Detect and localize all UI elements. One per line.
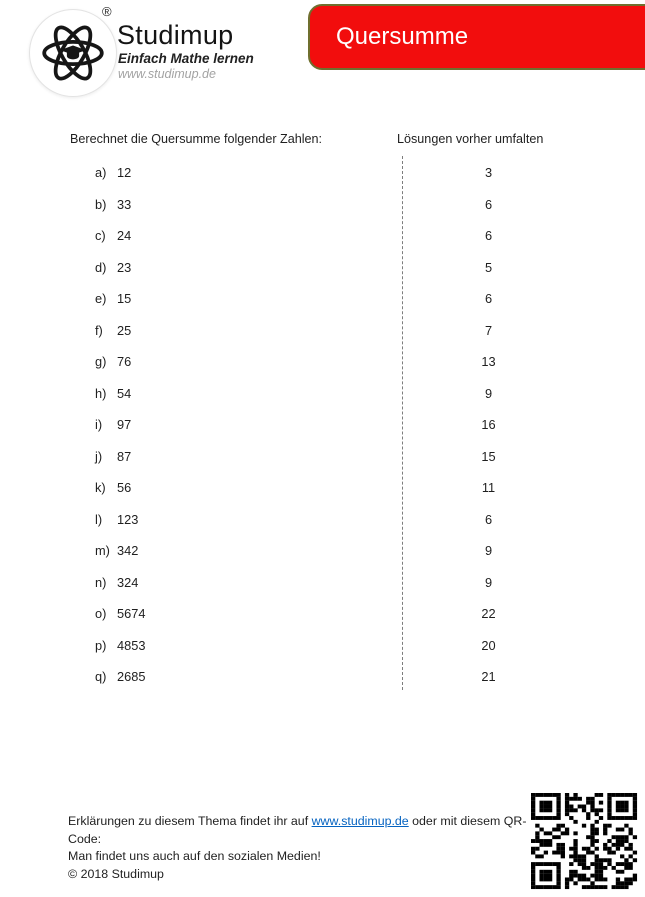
problem-number: 5674: [117, 606, 146, 621]
problem-number: 342: [117, 543, 139, 558]
answer-value: 9: [484, 574, 493, 590]
footer-line-3: © 2018 Studimup: [68, 866, 164, 881]
problem-number: 87: [117, 448, 132, 464]
problem-row: [0, 165, 645, 197]
problem-label: i): [95, 417, 103, 432]
problem-number: 54: [117, 385, 132, 401]
problem-label: l): [95, 511, 103, 527]
problem-number: 23: [117, 259, 132, 275]
problem-label: e): [95, 291, 107, 306]
problem-number: 2685: [117, 669, 146, 684]
problem-label: j): [95, 448, 103, 464]
answer-value: 6: [484, 196, 493, 212]
answer-value: 20: [481, 637, 496, 653]
problem-label: k): [95, 480, 106, 495]
problem-number: 4853: [117, 637, 146, 653]
problem-row: [0, 575, 645, 607]
footer-line-1: [68, 813, 533, 848]
footer-line-2: Man findet uns auch auf den sozialen Medien!: [68, 849, 321, 864]
answer-value: 6: [484, 291, 493, 306]
answer-value: 22: [481, 606, 496, 621]
brand-website: www.studimup.de: [118, 67, 216, 81]
problem-row: [0, 323, 645, 355]
studimup-logo: [29, 9, 117, 97]
problem-label: n): [95, 574, 107, 590]
problem-label: g): [95, 354, 107, 369]
problem-row: [0, 197, 645, 229]
problem-number: 24: [117, 228, 132, 243]
registered-trademark: ®: [102, 4, 112, 19]
title-banner: [308, 4, 645, 70]
answer-value: 5: [484, 259, 493, 275]
footer-text-suffix: oder mit diesem QR-Code:: [68, 814, 527, 846]
problem-row: [0, 512, 645, 544]
problem-label: o): [95, 606, 107, 621]
answer-value: 15: [481, 448, 496, 464]
problem-list: [0, 165, 645, 701]
problem-label: a): [95, 165, 107, 180]
answer-value: 13: [481, 354, 496, 369]
answer-value: 6: [484, 228, 493, 243]
problem-number: 324: [117, 574, 139, 590]
problem-label: p): [95, 637, 107, 653]
problem-row: [0, 417, 645, 449]
problem-row: [0, 480, 645, 512]
problem-row: [0, 228, 645, 260]
answer-value: 6: [484, 511, 493, 527]
problem-label: d): [95, 259, 107, 275]
problem-number: 123: [117, 511, 139, 527]
problem-label: c): [95, 228, 106, 243]
answer-value: 9: [484, 385, 493, 401]
answer-value: 16: [481, 417, 496, 432]
problem-number: 33: [117, 196, 132, 212]
brand-name: Studimup: [117, 20, 234, 50]
problem-row: [0, 638, 645, 670]
problem-number: 12: [117, 165, 132, 180]
answer-value: 9: [484, 543, 493, 558]
problem-number: 25: [117, 322, 132, 338]
problem-number: 97: [117, 417, 132, 432]
problem-row: [0, 669, 645, 701]
brand-tagline: Einfach Mathe lernen: [118, 51, 254, 66]
problem-label: m): [95, 543, 110, 558]
problem-row: [0, 543, 645, 575]
qr-code: [527, 789, 641, 893]
problem-row: [0, 449, 645, 481]
problem-number: 15: [117, 291, 132, 306]
answer-value: 21: [481, 669, 496, 684]
problem-number: 56: [117, 480, 132, 495]
answer-value: 3: [484, 165, 493, 180]
footer: [68, 813, 533, 883]
problem-label: f): [95, 322, 103, 338]
footer-text-prefix: Erklärungen zu diesem Thema findet ihr auf: [68, 814, 312, 828]
solutions-note: Lösungen vorher umfalten: [397, 132, 544, 146]
problem-row: [0, 606, 645, 638]
problem-number: 76: [117, 354, 132, 369]
problem-row: [0, 291, 645, 323]
problem-label: q): [95, 669, 107, 684]
problem-row: [0, 386, 645, 418]
problem-row: [0, 354, 645, 386]
answer-value: 7: [484, 322, 493, 338]
instruction-text: Berechnet die Quersumme folgender Zahlen:: [70, 132, 323, 146]
atom-graduation-cap-icon: [37, 17, 109, 89]
problem-row: [0, 260, 645, 292]
problem-label: h): [95, 385, 107, 401]
problem-label: b): [95, 196, 107, 212]
answer-value: 11: [481, 480, 496, 495]
studimup-link[interactable]: www.studimup.de: [311, 814, 409, 828]
page-title: Quersumme: [336, 23, 469, 50]
